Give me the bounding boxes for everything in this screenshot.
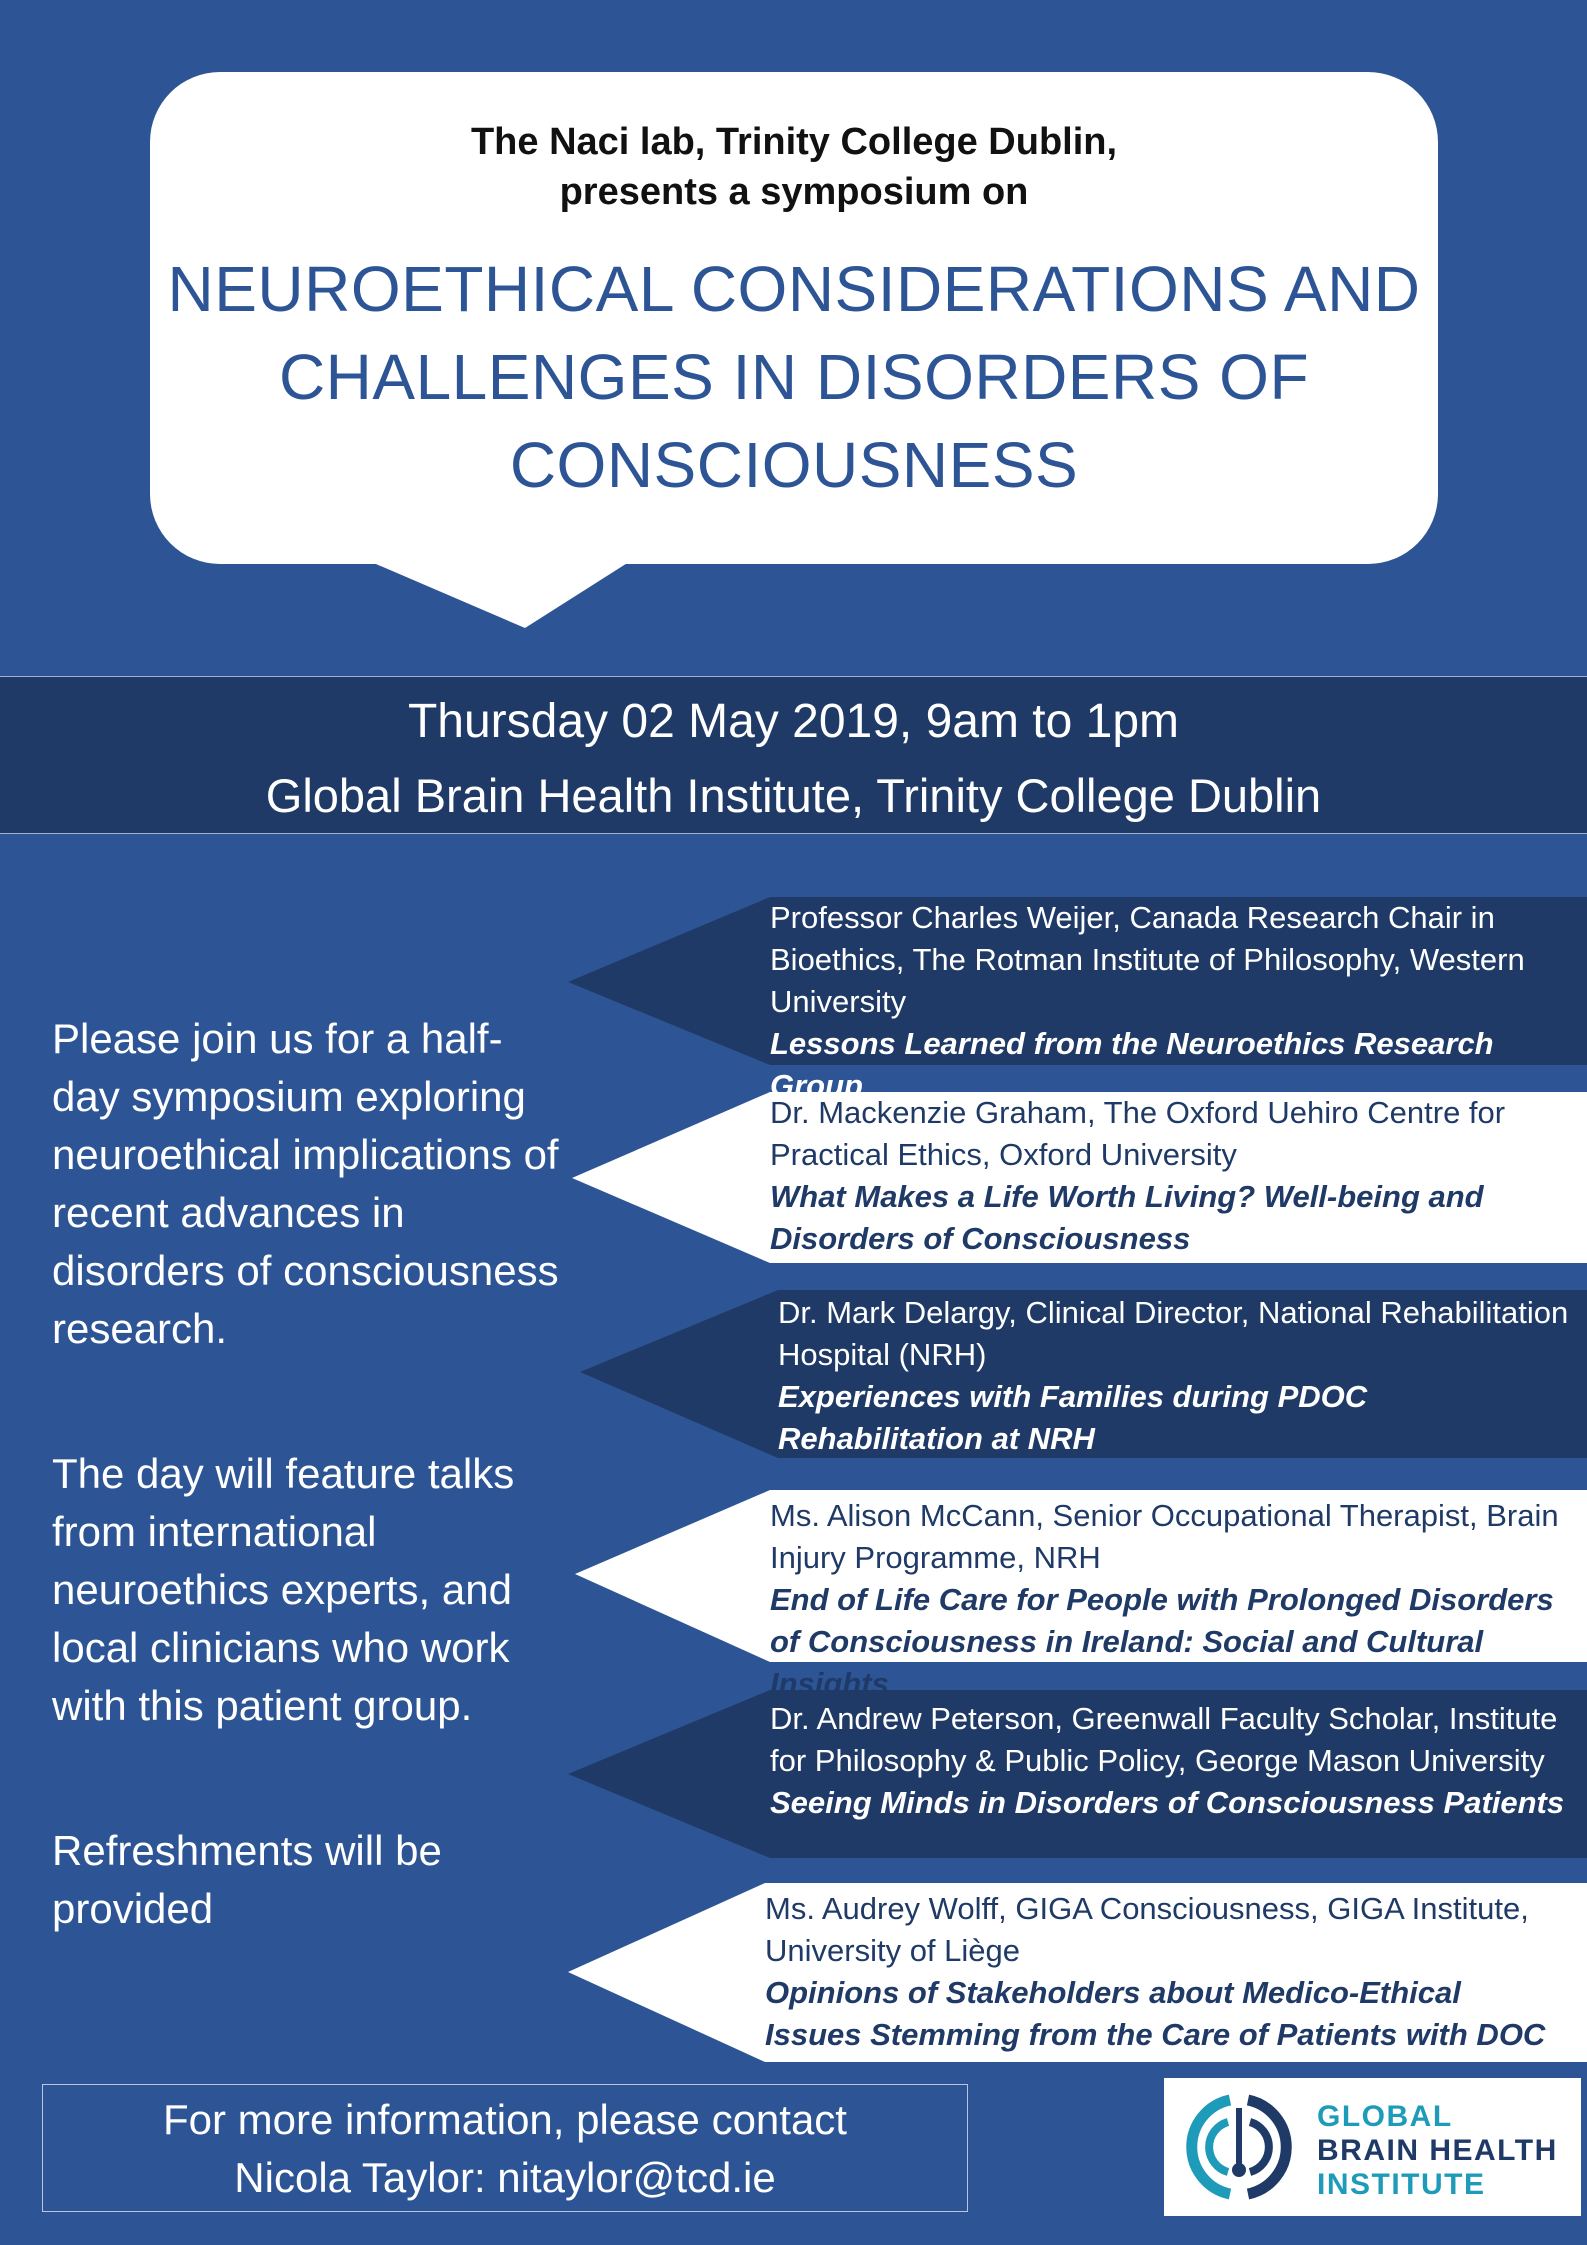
talk-title: Opinions of Stakeholders about Medico-Ethical Issues Stemming from the Care of Patients with DOC	[765, 1975, 1546, 2052]
intro-paragraph-3: Refreshments will be provided	[52, 1827, 442, 1932]
talk-item-5	[770, 1698, 1585, 1824]
brain-circuit-icon	[1164, 2078, 1314, 2216]
talk-title: Lessons Learned from the Neuroethics Research Group	[770, 1026, 1494, 1103]
logo-text-global: GLOBAL	[1317, 2100, 1453, 2133]
talk-item-4	[770, 1495, 1580, 1705]
talk-item-1	[770, 897, 1570, 1107]
title-line-2: CHALLENGES IN DISORDERS OF	[278, 341, 1310, 413]
talk-speaker: Dr. Mackenzie Graham, The Oxford Uehiro Centre for Practical Ethics, Oxford University	[770, 1095, 1506, 1172]
title-line-3: CONSCIOUSNESS	[509, 429, 1079, 501]
talk-item-3	[778, 1292, 1578, 1460]
event-date-time: Thursday 02 May 2019, 9am to 1pm	[407, 695, 1180, 748]
talk-title: Experiences with Families during PDOC Rehabilitation at NRH	[778, 1379, 1368, 1456]
talk-speaker: Ms. Alison McCann, Senior Occupational Therapist, Brain Injury Programme, NRH	[770, 1498, 1559, 1575]
contact-box	[42, 2084, 968, 2212]
event-venue: Global Brain Health Institute, Trinity College Dublin	[265, 769, 1322, 822]
logo-text-institute: INSTITUTE	[1317, 2168, 1486, 2201]
title-line-1: NEUROETHICAL CONSIDERATIONS AND	[167, 253, 1421, 325]
contact-line-2[interactable]: Nicola Taylor: nitaylor@tcd.ie	[234, 2154, 776, 2201]
talk-title: What Makes a Life Worth Living? Well-being and Disorders of Consciousness	[770, 1179, 1484, 1256]
talk-speaker: Professor Charles Weijer, Canada Research Chair in Bioethics, The Rotman Institute of Philosophy, Western University	[770, 900, 1525, 1019]
intro-paragraph-2: The day will feature talks from international neuroethics experts, and local clinicians who work with this patient group.	[52, 1450, 515, 1729]
intro-paragraph-1: Please join us for a half-day symposium exploring neuroethical implications of recent advances in disorders of consciousness research.	[52, 1015, 559, 1352]
presenter-line-1: The Naci lab, Trinity College Dublin,	[470, 121, 1118, 163]
talk-item-6	[765, 1888, 1565, 2056]
gbhi-logo	[1164, 2078, 1581, 2216]
presenter-line-2: presents a symposium on	[559, 171, 1029, 213]
talk-title: Seeing Minds in Disorders of Consciousness Patients	[770, 1785, 1565, 1820]
contact-line-1: For more information, please contact	[163, 2096, 847, 2143]
talk-title: End of Life Care for People with Prolonged Disorders of Consciousness in Ireland: Social and Cultural Insights	[770, 1582, 1554, 1701]
talk-speaker: Dr. Mark Delargy, Clinical Director, National Rehabilitation Hospital (NRH)	[778, 1295, 1569, 1372]
talk-speaker: Dr. Andrew Peterson, Greenwall Faculty Scholar, Institute for Philosophy & Public Policy, George Mason University	[770, 1701, 1558, 1778]
logo-text-brain-health: BRAIN HEALTH	[1317, 2134, 1558, 2167]
talk-speaker: Ms. Audrey Wolff, GIGA Consciousness, GIGA Institute, University of Liège	[765, 1891, 1529, 1968]
talk-item-2	[770, 1092, 1550, 1260]
